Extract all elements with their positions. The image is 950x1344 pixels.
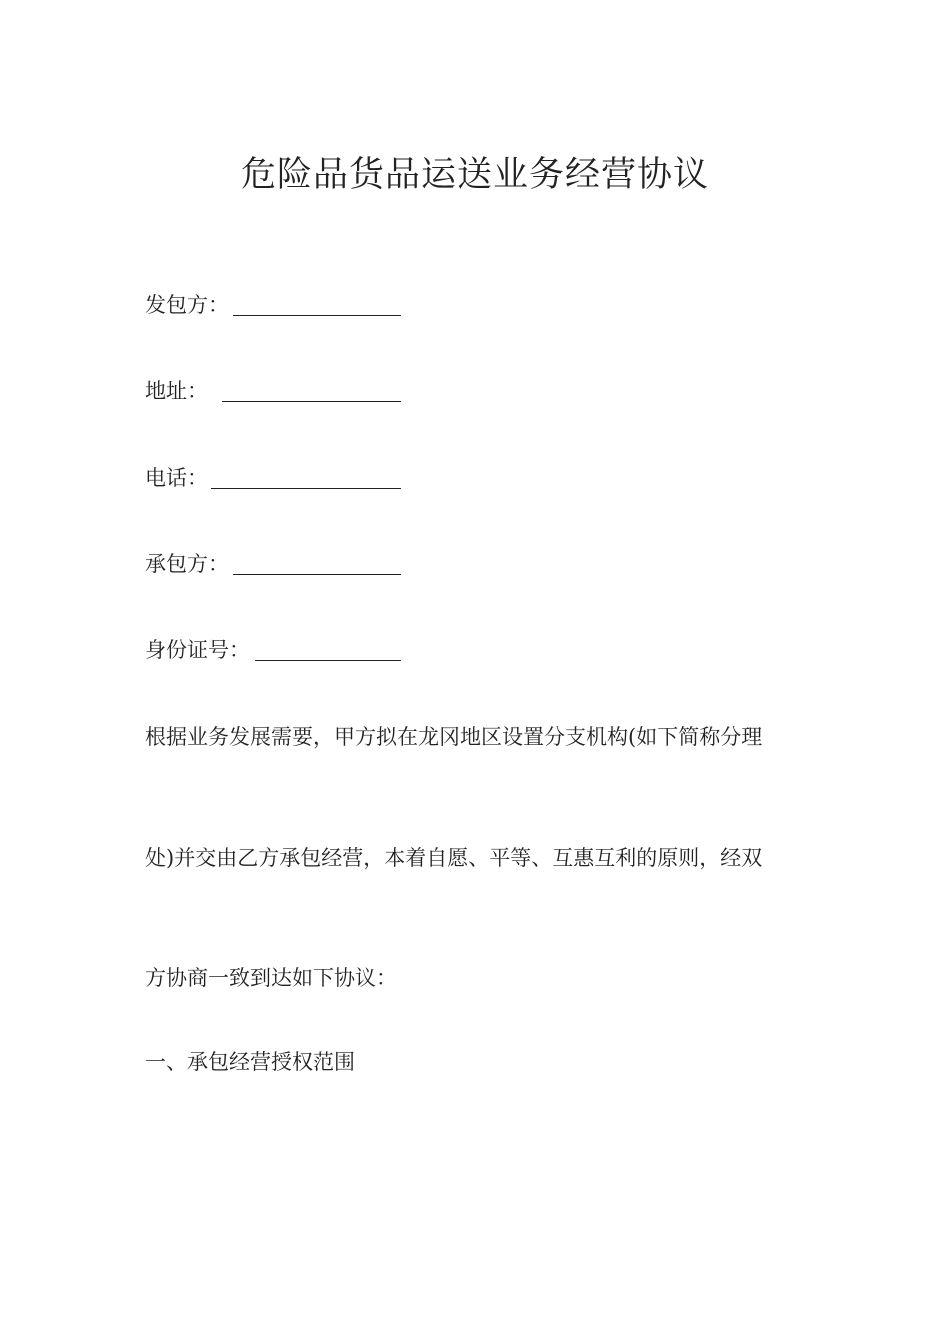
document-title: 危险品货品运送业务经营协议 xyxy=(240,155,709,195)
field-contractor-issuer xyxy=(145,289,405,321)
body-line-1: 根据业务发展需要，甲方拟在龙冈地区设置分支机构(如下简称分理 xyxy=(145,725,763,749)
field-id-number xyxy=(145,634,405,666)
field-blank-address[interactable] xyxy=(222,401,401,402)
body-line-3: 方协商一致到达如下协议： xyxy=(145,966,397,990)
field-label-phone: 电话： xyxy=(145,466,208,490)
body-line-2: 处)并交由乙方承包经营，本着自愿、平等、互惠互利的原则，经双 xyxy=(145,846,763,870)
field-blank-issuer[interactable] xyxy=(233,315,401,316)
field-label-id-number: 身份证号： xyxy=(145,638,250,662)
field-label-contractor: 承包方： xyxy=(145,552,229,576)
field-label-address: 地址： xyxy=(145,379,208,403)
field-blank-id-number[interactable] xyxy=(255,660,401,661)
section-heading: 一、承包经营授权范围 xyxy=(145,1050,355,1074)
field-label-issuer: 发包方： xyxy=(145,293,229,317)
field-blank-contractor[interactable] xyxy=(233,574,401,575)
field-address xyxy=(145,375,405,407)
field-blank-phone[interactable] xyxy=(211,488,401,489)
field-contractor xyxy=(145,548,405,580)
field-phone xyxy=(145,462,405,494)
